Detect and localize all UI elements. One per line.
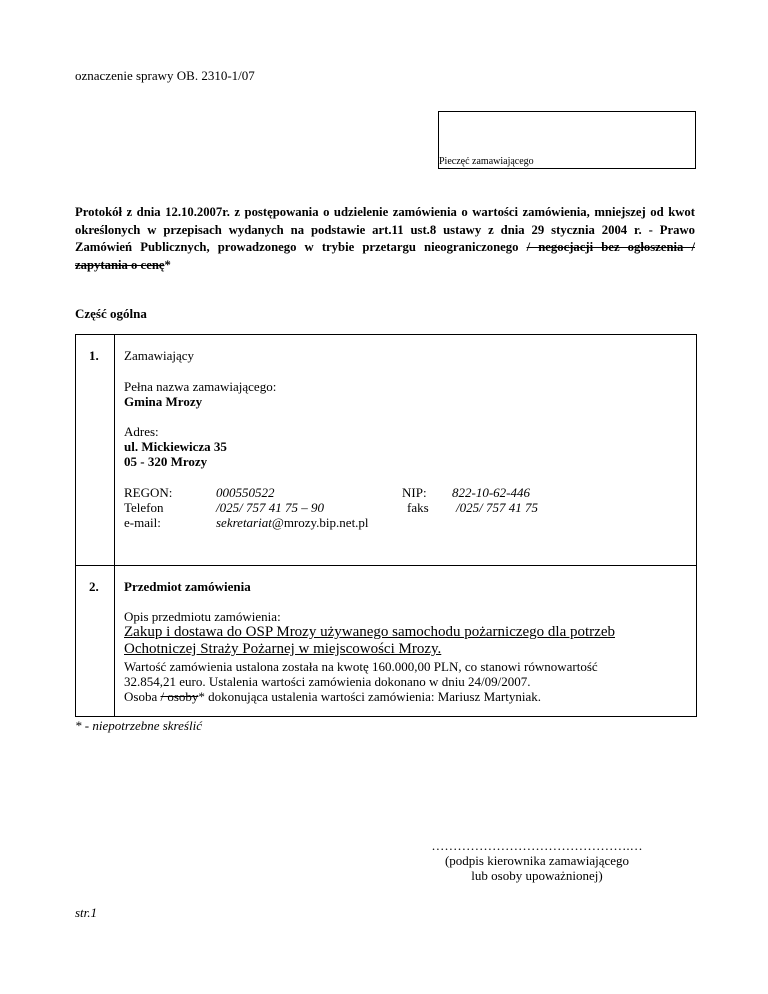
signature-block: [430, 838, 644, 883]
item-1-number: 1.: [89, 348, 99, 363]
value-line-1: Wartość zamówienia ustalona została na kwotę 160.000,00 PLN, co stanowi równowartość: [124, 659, 598, 674]
value-line-2: 32.854,21 euro. Ustalenia wartości zamówienia dokonano w dniu 24/09/2007.: [124, 674, 531, 689]
subject-line-1: Zakup i dostawa do OSP Mrozy używanego samochodu pożarniczego dla potrzeb: [124, 624, 615, 640]
name-value: Gmina Mrozy: [124, 394, 203, 409]
general-info-table: [75, 334, 697, 717]
page-number: str.1: [75, 905, 98, 920]
regon-value: 000550522: [216, 485, 275, 500]
address-line-2: 05 - 320 Mrozy: [124, 454, 208, 469]
person-line: [124, 689, 541, 704]
protocol-struck-text: / negocjacji bez ogłoszenia / zapytania o cenę: [75, 240, 695, 272]
address-label: Adres:: [124, 424, 159, 439]
name-label: Pełna nazwa zamawiającego:: [124, 379, 277, 394]
signature-line-1: (podpis kierownika zamawiającego: [444, 853, 630, 868]
fax-label: faks: [407, 500, 429, 515]
nip-label: NIP:: [402, 485, 427, 500]
item-2-number: 2.: [89, 579, 99, 594]
phone-value: /025/ 757 41 75 – 90: [216, 500, 324, 515]
description-label: Opis przedmiotu zamówienia:: [124, 609, 281, 624]
person-prefix: Osoba: [124, 689, 158, 704]
protocol-title: [75, 204, 695, 274]
subject-line-2: Ochotniczej Straży Pożarnej w miejscowości Mrozy.: [124, 641, 442, 657]
signature-line-2: lub osoby upoważnionej): [471, 868, 603, 883]
phone-label: Telefon: [124, 500, 164, 515]
item-2-title: Przedmiot zamówienia: [124, 579, 251, 594]
email-domain: @mrozy.bip.net.pl: [271, 515, 369, 530]
nip-value: 822-10-62-446: [452, 485, 530, 500]
email-value: [216, 515, 369, 530]
column-divider: [114, 335, 115, 716]
case-reference: oznaczenie sprawy OB. 2310-1/07: [75, 68, 255, 83]
row-divider: [76, 565, 696, 566]
stamp-label: Pieczęć zamawiającego: [439, 156, 534, 167]
regon-label: REGON:: [124, 485, 173, 500]
stamp-box: [438, 111, 696, 169]
protocol-asterisk: *: [164, 257, 171, 272]
email-user: sekretariat: [216, 515, 272, 530]
signature-dots: ……………………………………….…: [431, 838, 643, 853]
section-title: Część ogólna: [75, 306, 147, 321]
email-label: e-mail:: [124, 515, 161, 530]
protocol-text: Protokół z dnia 12.10.2007r. z postępowania o udzielenie zamówienia o wartości zamówienia, mniejszej od kwot określonych w przepisach wydanych na podstawie art.11 ust.8 ustawy z dnia 29 stycznia 2004 r. - Prawo Zamówień Publicznych, prowadzonego w trybie przetargu nieograniczonego: [75, 205, 695, 254]
person-struck: / osoby: [160, 689, 199, 704]
person-suffix: * dokonująca ustalenia wartości zamówienia: Mariusz Martyniak.: [198, 689, 541, 704]
footnote: * - niepotrzebne skreślić: [75, 718, 202, 733]
item-1-title: Zamawiający: [124, 348, 195, 363]
fax-value: /025/ 757 41 75: [456, 500, 538, 515]
address-line-1: ul. Mickiewicza 35: [124, 439, 227, 454]
